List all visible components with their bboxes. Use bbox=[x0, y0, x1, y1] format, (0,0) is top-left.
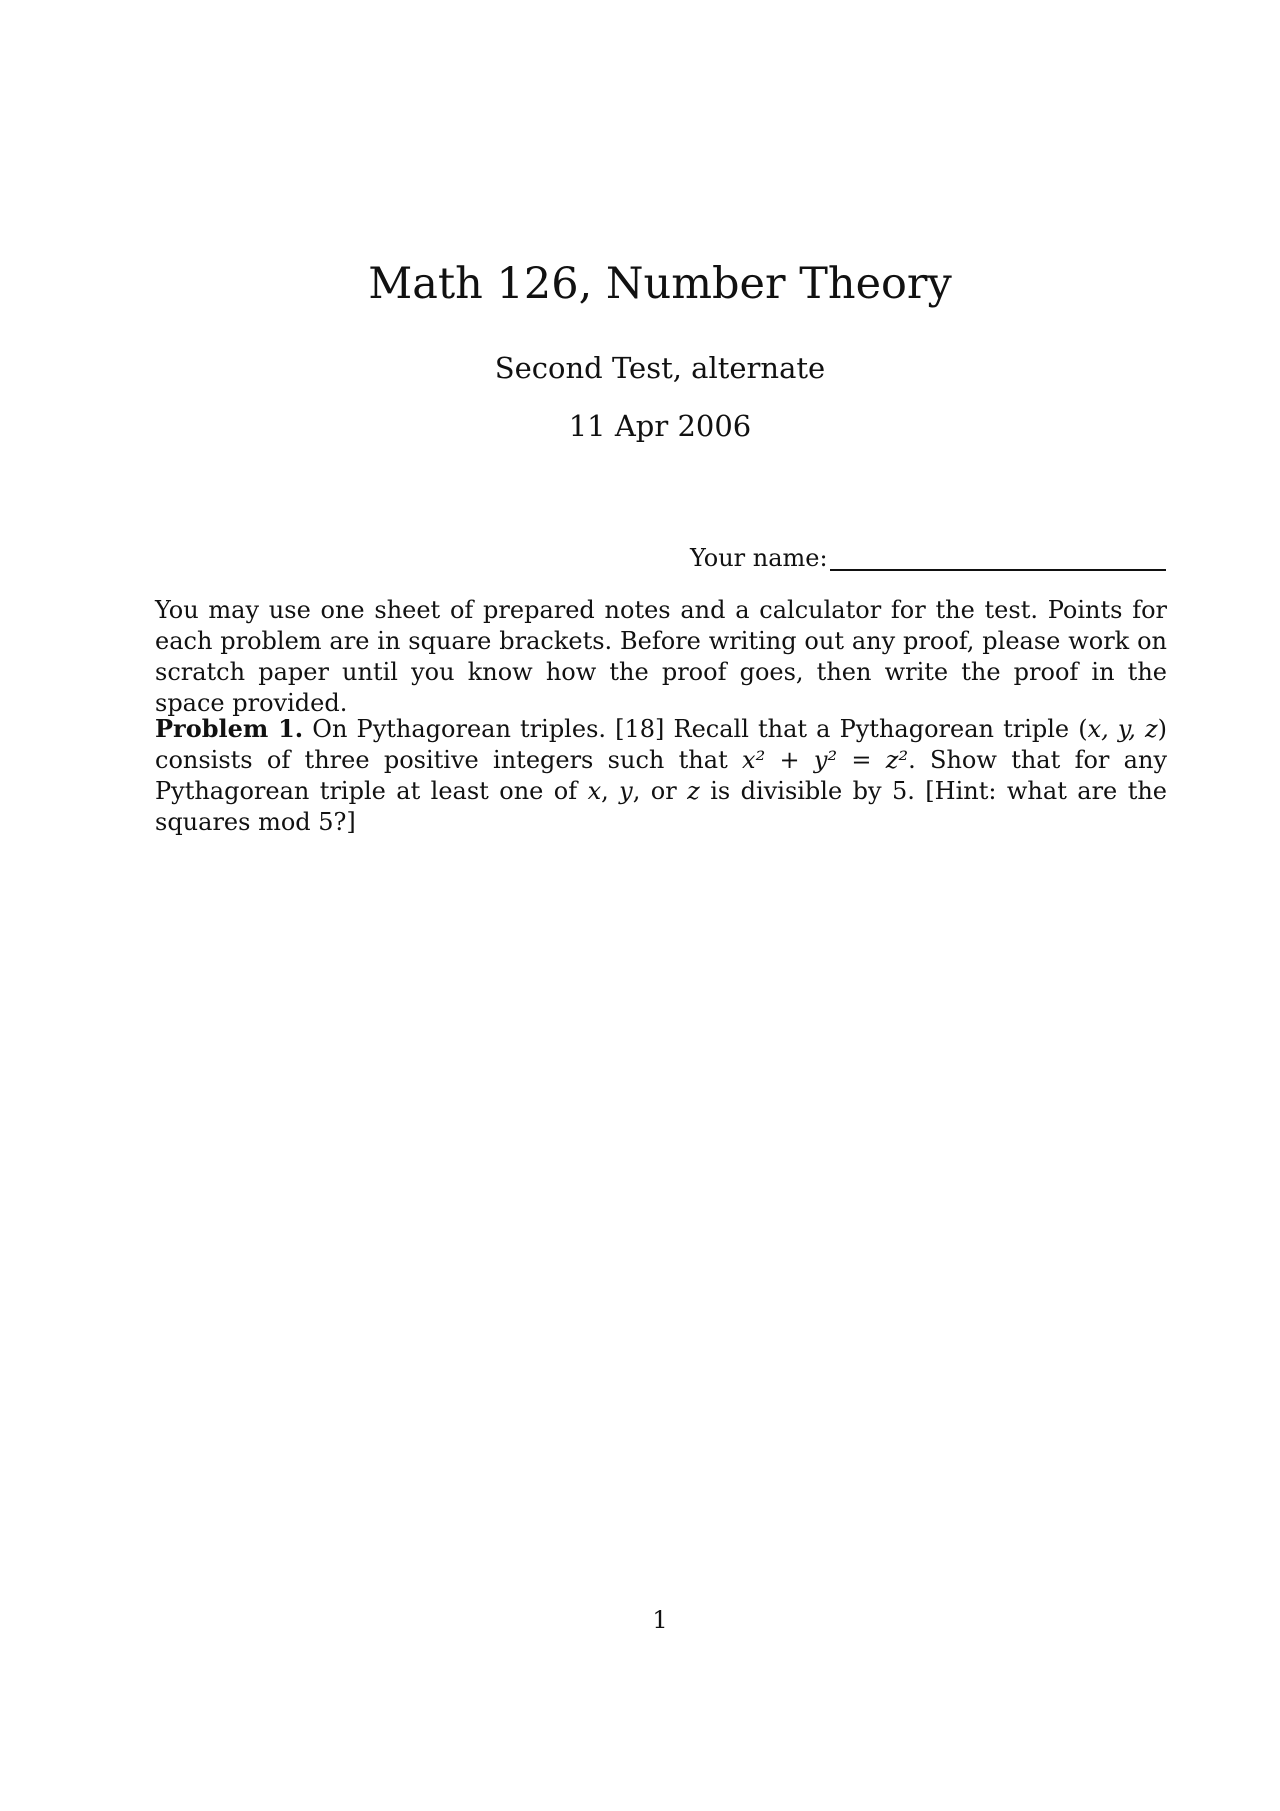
problem-1-var-y: y bbox=[619, 777, 633, 805]
problem-1-equation: x² + y² = z² bbox=[742, 746, 909, 774]
name-blank-line[interactable] bbox=[830, 569, 1166, 571]
problem-1-var-z: z bbox=[687, 777, 700, 805]
problem-1-heading: Problem 1. bbox=[155, 714, 304, 743]
problem-1-or: , or bbox=[632, 777, 688, 805]
problem-1-var-x: x bbox=[587, 777, 602, 805]
name-label: Your name: bbox=[690, 544, 828, 572]
problem-1-comma: , bbox=[601, 777, 620, 805]
test-date: 11 Apr 2006 bbox=[568, 409, 752, 443]
problem-1-ending: is divisible by 5. [Hint: what are the squares mod 5?] bbox=[155, 777, 1167, 836]
page-number: 1 bbox=[652, 1606, 668, 1634]
page-title: Math 126, Number Theory bbox=[368, 259, 952, 309]
test-subtitle: Second Test, alternate bbox=[494, 351, 826, 385]
name-field[interactable] bbox=[690, 540, 1170, 576]
problem-1 bbox=[155, 713, 1167, 838]
problem-1-after-triple: ) consists of three positive integers such that bbox=[155, 715, 1168, 774]
problem-1-lead: On Pythagorean triples. [18] Recall that a Pythagorean triple ( bbox=[312, 715, 1088, 743]
instructions-paragraph: You may use one sheet of prepared notes and a calculator for the test. Points for each problem are in square brackets. Before writing out any proof, please work on scratch paper until you know how the proof goes, then write the proof in the space provided. bbox=[155, 596, 1167, 717]
problem-1-triple-vars: x, y, z bbox=[1087, 715, 1158, 743]
problem-1-after-equation: . Show that for any Pythagorean triple at least one of bbox=[155, 746, 1168, 805]
